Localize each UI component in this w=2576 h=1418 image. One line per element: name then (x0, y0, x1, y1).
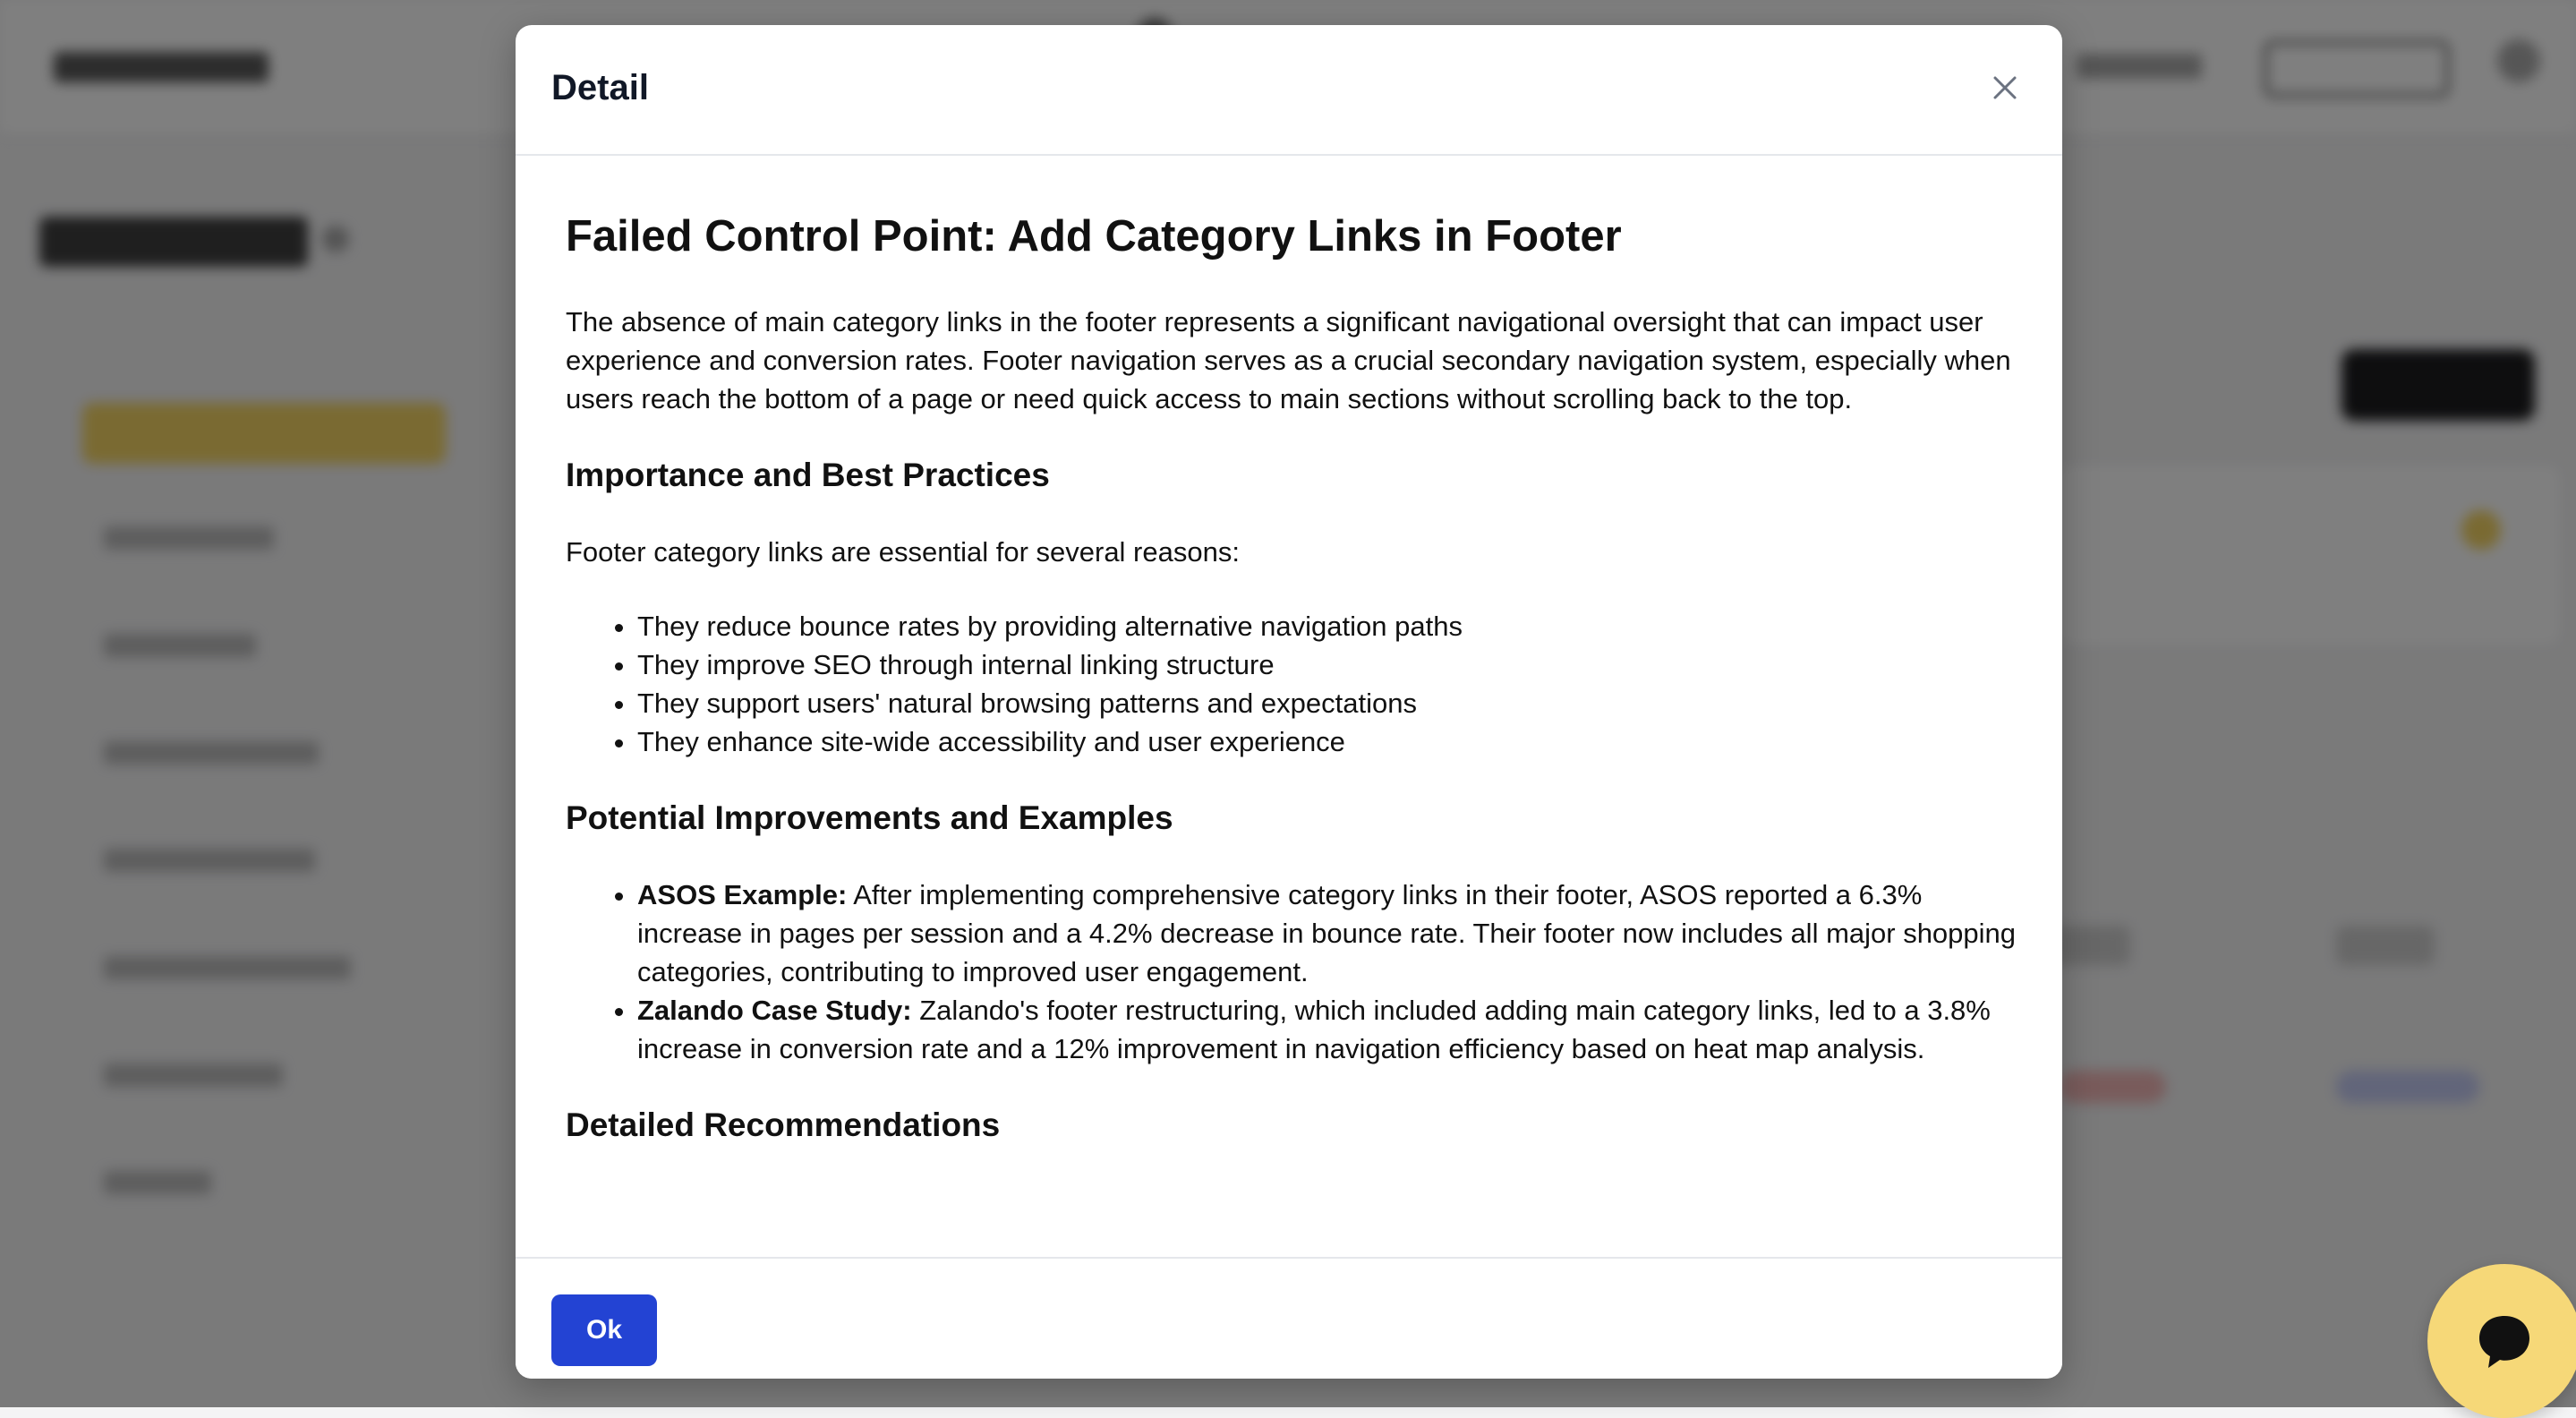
example-text: Zalando's footer restructuring, which included adding main category links, led to a 3.8% increase in conversion rate and a 12% improvement in navigation efficiency based on heat map analysis. (637, 995, 1991, 1064)
modal-title: Detail (551, 68, 649, 107)
section-heading-importance: Importance and Best Practices (566, 457, 1050, 493)
modal-body[interactable] (516, 156, 2062, 1257)
reasons-list (566, 607, 2025, 761)
scroll-fade (516, 1194, 2062, 1257)
chat-launcher-button[interactable] (2427, 1264, 2576, 1418)
chat-bubble-icon (2472, 1309, 2537, 1373)
modal-header (516, 25, 2062, 156)
example-text: After implementing comprehensive category links in their footer, ASOS reported a 6.3% increase in pages per session and a 4.2% decrease in bounce rate. Their footer now includes all major shopping categories, contributing to improved user engagement. (637, 879, 2017, 987)
section-heading-improvements: Potential Improvements and Examples (566, 799, 1173, 836)
article-heading: Failed Control Point: Add Category Links in Footer (566, 212, 1622, 261)
list-item: • They improve SEO through internal linking structure (637, 645, 2025, 684)
list-item (637, 991, 2025, 1068)
list-item: • They support users' natural browsing patterns and expectations (637, 684, 2025, 722)
list-item (637, 876, 2025, 991)
example-label: Zalando Case Study: (637, 995, 912, 1026)
list-item: • They enhance site-wide accessibility and user experience (637, 722, 2025, 761)
close-button[interactable] (1980, 63, 2030, 113)
article-intro: The absence of main category links in the footer represents a significant navigational oversight that can impact user experience and conversion rates. Footer navigation serves as a crucial secondary navigation system, especially when users reach the bottom of a page or need quick access to main sections without scrolling back to the top. (566, 306, 2011, 414)
modal-footer (516, 1257, 2062, 1379)
section-lead: Footer category links are essential for several reasons: (566, 536, 1240, 568)
examples-list (566, 876, 2025, 1068)
example-label: ASOS Example: (637, 879, 848, 910)
detail-modal (516, 25, 2062, 1379)
section-heading-recommendations: Detailed Recommendations (566, 1106, 1001, 1143)
close-icon (1992, 75, 2017, 100)
ok-button[interactable]: Ok (551, 1294, 657, 1366)
detail-article (566, 209, 2025, 1183)
list-item: • They reduce bounce rates by providing alternative navigation paths (637, 607, 2025, 645)
